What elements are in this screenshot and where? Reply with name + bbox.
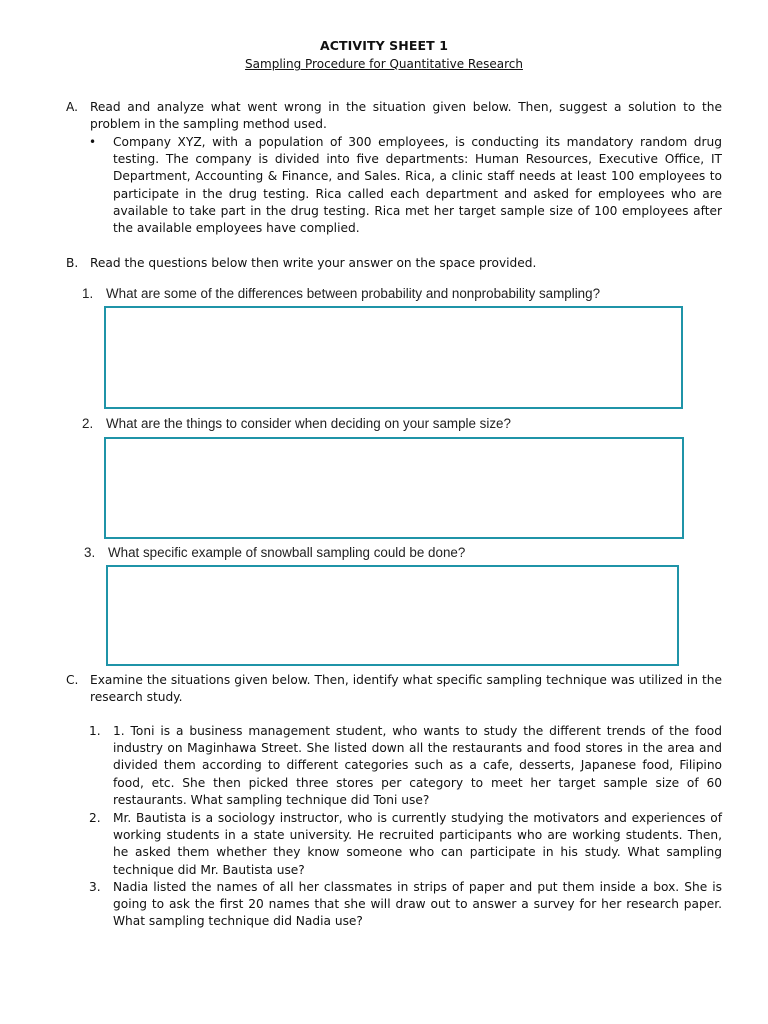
section-c-instruction: Examine the situations given below. Then, identify what specific sampling technique was utilized in the research study. <box>90 673 722 705</box>
section-b-marker: B. <box>66 256 79 270</box>
answer-box-3[interactable] <box>106 565 679 666</box>
question-3 <box>84 545 465 560</box>
section-c <box>66 672 722 706</box>
section-a-marker: A. <box>66 100 78 114</box>
situation-2-number: 2. <box>89 811 101 825</box>
situation-1-number: 1. <box>89 724 101 738</box>
question-1-text: What are some of the differences between probability and nonprobability sampling? <box>106 286 601 301</box>
situation-item-1 <box>89 723 722 809</box>
situation-3-number: 3. <box>89 880 101 894</box>
situation-item-2 <box>89 810 722 879</box>
question-1-number: 1. <box>82 286 94 301</box>
question-3-number: 3. <box>84 545 96 560</box>
question-2-number: 2. <box>82 416 94 431</box>
situation-3-text: Nadia listed the names of all her classmates in strips of paper and put them inside a box. She is going to ask the first 20 names that she will draw out to answer a survey for her research paper. What sampling technique did Nadia use? <box>113 880 722 929</box>
section-a-situation-item <box>89 134 722 237</box>
situation-item-3 <box>89 879 722 931</box>
answer-box-2[interactable] <box>104 437 684 539</box>
section-c-marker: C. <box>66 673 79 687</box>
question-2 <box>82 416 511 431</box>
section-a-situation: Company XYZ, with a population of 300 employees, is conducting its mandatory random drug testing. The company is divided into five departments: Human Resources, Executive Office, IT Department, Accounting & Finance, and Sales. Rica, a clinic staff needs at least 100 employees to participate in the drug testing. Rica called each department and asked for employees who are available to take part in the drug testing. Rica met her target sample size of 100 employees after the available employees have complied. <box>113 135 722 236</box>
page-subtitle: Sampling Procedure for Quantitative Research <box>245 57 523 71</box>
situation-2-text: Mr. Bautista is a sociology instructor, who is currently studying the motivators and experiences of working students in a state university. He recruited participants who are working students. Then, he asked them whether they know someone who can participate in his study. What sampling technique did Mr. Bautista use? <box>113 811 722 877</box>
question-2-text: What are the things to consider when deciding on your sample size? <box>106 416 511 431</box>
section-a <box>66 99 722 133</box>
section-a-instruction: Read and analyze what went wrong in the situation given below. Then, suggest a solution to the problem in the sampling method used. <box>90 100 722 132</box>
question-1 <box>82 286 600 301</box>
answer-box-1[interactable] <box>104 306 683 409</box>
section-b-instruction: Read the questions below then write your answer on the space provided. <box>90 256 537 270</box>
question-3-text: What specific example of snowball sampling could be done? <box>108 545 466 560</box>
page-title: ACTIVITY SHEET 1 <box>320 38 448 53</box>
situation-1-text: 1. Toni is a business management student, who wants to study the different trends of the food industry on Maginhawa Street. She listed down all the restaurants and food stores in the area and divided them according to different categories such as a cafe, desserts, Japanese food, Filipino food, etc. She then picked three stores per category to meet her target sample size of 60 restaurants. What sampling technique did Toni use? <box>113 724 722 807</box>
bullet-icon: • <box>89 135 97 149</box>
section-b <box>66 255 722 272</box>
